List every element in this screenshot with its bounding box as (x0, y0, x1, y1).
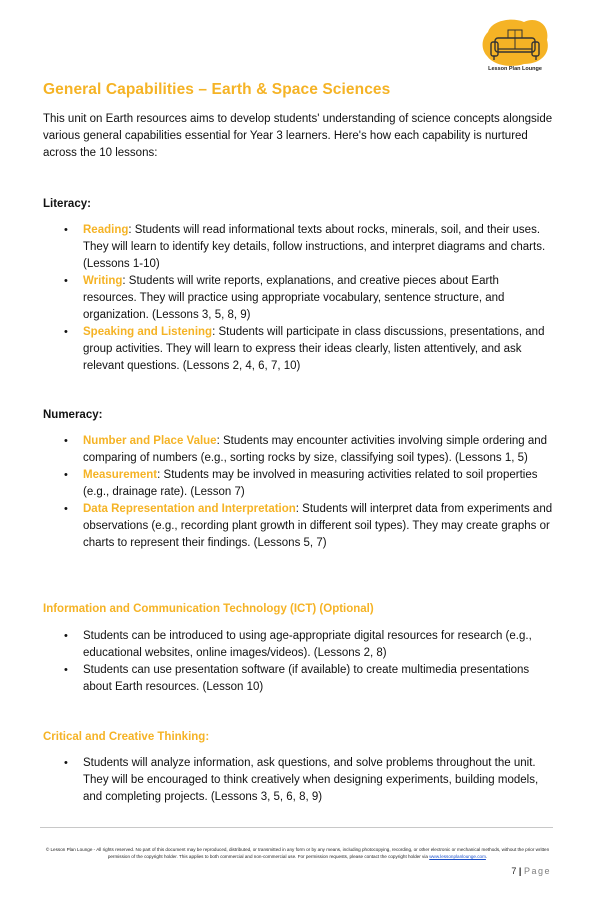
capability-term: Reading (83, 224, 129, 236)
literacy-heading: Literacy: (43, 198, 91, 210)
page-number-separator: | (518, 866, 522, 876)
intro-paragraph: This unit on Earth resources aims to develop students' understanding of science concepts alongside various general capabilities essential for Year 3 learners. Here's how each capability is nurtured across the 10 lessons: (43, 113, 553, 159)
numeracy-heading: Numeracy: (43, 409, 103, 421)
capability-term: Speaking and Listening (83, 326, 213, 338)
footer-copyright (45, 847, 550, 860)
capability-term: Writing (83, 275, 123, 287)
list-item (43, 222, 553, 273)
item-text: Students can be introduced to using age-appropriate digital resources for research (e.g., educational websites, online images/videos). (Lessons 2, 8) (83, 630, 532, 659)
footer-divider (40, 827, 553, 828)
list-item (43, 433, 553, 467)
capability-description: : Students will participate in class discussions, presentations, and group activities. They will learn to express their ideas clearly, listen attentively, and ask relevant questions. (Lessons 2, 4, 6, 7, 10) (83, 326, 545, 372)
numeracy-list (43, 433, 553, 552)
capability-description: : Students may be involved in measuring activities related to soil properties (e.g., drainage rate). (Lesson 7) (83, 469, 538, 498)
critical-thinking-list (43, 755, 553, 806)
page-number-word: Page (523, 866, 551, 876)
bullet-icon: • (64, 503, 68, 515)
list-item (43, 628, 553, 662)
list-item (43, 273, 553, 324)
bullet-icon: • (64, 326, 68, 338)
page-number (511, 866, 551, 876)
list-item (43, 467, 553, 501)
capability-term: Number and Place Value (83, 435, 217, 447)
bullet-icon: • (64, 469, 68, 481)
capability-description: : Students will read informational texts about rocks, minerals, soil, and their uses. They will learn to identify key details, follow instructions, and interpret diagrams and charts. (Lessons 1-10) (83, 224, 546, 270)
capability-description: : Students will interpret data from experiments and observations (e.g., recording plant growth in different soil types). They may create graphs or charts to represent their findings. (Lessons 5, 7) (83, 503, 553, 549)
list-item (43, 662, 553, 696)
item-text: Students can use presentation software (if available) to create multimedia presentations about Earth resources. (Lesson 10) (83, 664, 530, 693)
item-text: Students will analyze information, ask questions, and solve problems throughout the unit. They will be encouraged to think creatively when designing experiments, building models, and completing projects. (Lessons 3, 5, 6, 8, 9) (83, 757, 539, 803)
ict-list (43, 628, 553, 696)
bullet-icon: • (64, 435, 68, 447)
logo-wordmark: Lesson Plan Lounge (488, 66, 542, 72)
link-suffix: . (485, 853, 488, 859)
literacy-list (43, 222, 553, 375)
capability-description: : Students will write reports, explanations, and creative pieces about Earth resources. They will practice using appropriate vocabulary, sentence structure, and organization. (Lessons 3, 5, 8, 9) (83, 275, 505, 321)
bullet-icon: • (64, 224, 68, 236)
bullet-icon: • (64, 630, 68, 642)
copyright-text: © Lesson Plan Lounge - All rights reserved. No part of this document may be reproduced, distributed, or transmitted in any form or by any means, including photocopying, recording, or other electronic or mechanical methods, without the prior written permission of the copyright holder. This applies to both commercial and non-commercial use. For permission requests, please contact the copyright holder via (45, 847, 550, 859)
page-title: General Capabilities – Earth & Space Sciences (43, 81, 391, 98)
page-number-value: 7 (511, 866, 517, 876)
capability-term: Measurement (83, 469, 158, 481)
bullet-icon: • (64, 275, 68, 287)
list-item (43, 755, 553, 806)
critical-thinking-heading: Critical and Creative Thinking: (43, 731, 210, 743)
bullet-icon: • (64, 757, 68, 769)
bullet-icon: • (64, 664, 68, 676)
list-item (43, 324, 553, 375)
list-item (43, 501, 553, 552)
website-link[interactable]: www.lessonplanlounge.com (429, 853, 486, 859)
capability-description: : Students may encounter activities involving simple ordering and comparing of numbers (e.g., sorting rocks by size, classifying soil types). (Lessons 1, 5) (83, 435, 548, 464)
ict-heading: Information and Communication Technology (ICT) (Optional) (43, 603, 374, 615)
capability-term: Data Representation and Interpretation (83, 503, 296, 515)
